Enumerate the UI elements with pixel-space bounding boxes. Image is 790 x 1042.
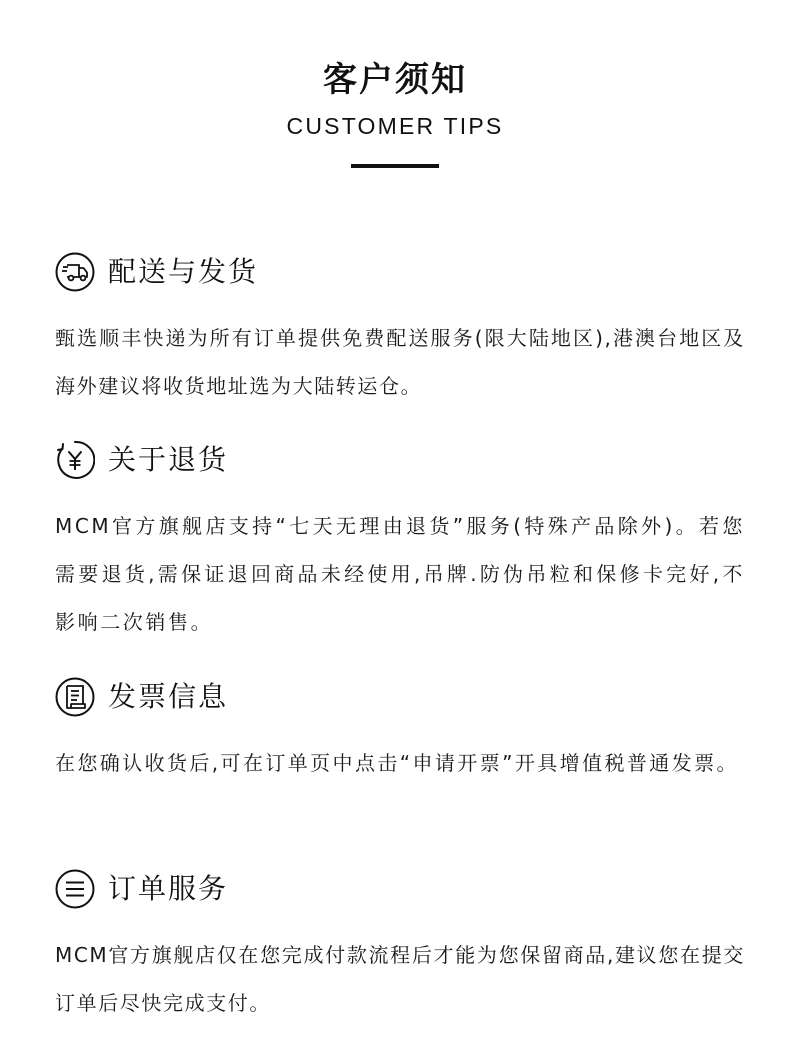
section-title: 配送与发货 — [108, 255, 259, 288]
section-header — [55, 869, 745, 909]
section-header — [55, 252, 745, 292]
section-header — [55, 440, 745, 480]
section-delivery — [55, 252, 745, 410]
section-title: 关于退货 — [108, 443, 229, 476]
page-header — [0, 58, 790, 140]
section-returns — [55, 440, 745, 646]
section-text: 在您确认收货后,可在订单页中点击“申请开票”开具增值税普通发票。 — [55, 751, 739, 775]
delivery-truck-icon — [55, 252, 95, 292]
page-subtitle: CUSTOMER TIPS — [286, 113, 504, 139]
order-list-icon — [55, 869, 95, 909]
section-text: MCM官方旗舰店支持“七天无理由退货”服务(特殊产品除外)。若您需要退货,需保证退回商品未经使用,吊牌.防伪吊粒和保修卡完好,不影响二次销售。 — [55, 514, 745, 634]
section-text: 甄选顺丰快递为所有订单提供免费配送服务(限大陆地区),港澳台地区及海外建议将收货地址选为大陆转运仓。 — [55, 326, 745, 398]
section-title: 订单服务 — [108, 872, 229, 905]
title-divider — [351, 164, 439, 168]
return-yen-icon — [55, 440, 95, 480]
invoice-icon — [55, 677, 95, 717]
section-invoice — [55, 677, 745, 787]
section-title: 发票信息 — [108, 680, 229, 713]
section-header — [55, 677, 745, 717]
page-title: 客户须知 — [323, 60, 467, 100]
section-order-service — [55, 869, 745, 1027]
section-text: MCM官方旗舰店仅在您完成付款流程后才能为您保留商品,建议您在提交订单后尽快完成支付。 — [55, 943, 745, 1015]
